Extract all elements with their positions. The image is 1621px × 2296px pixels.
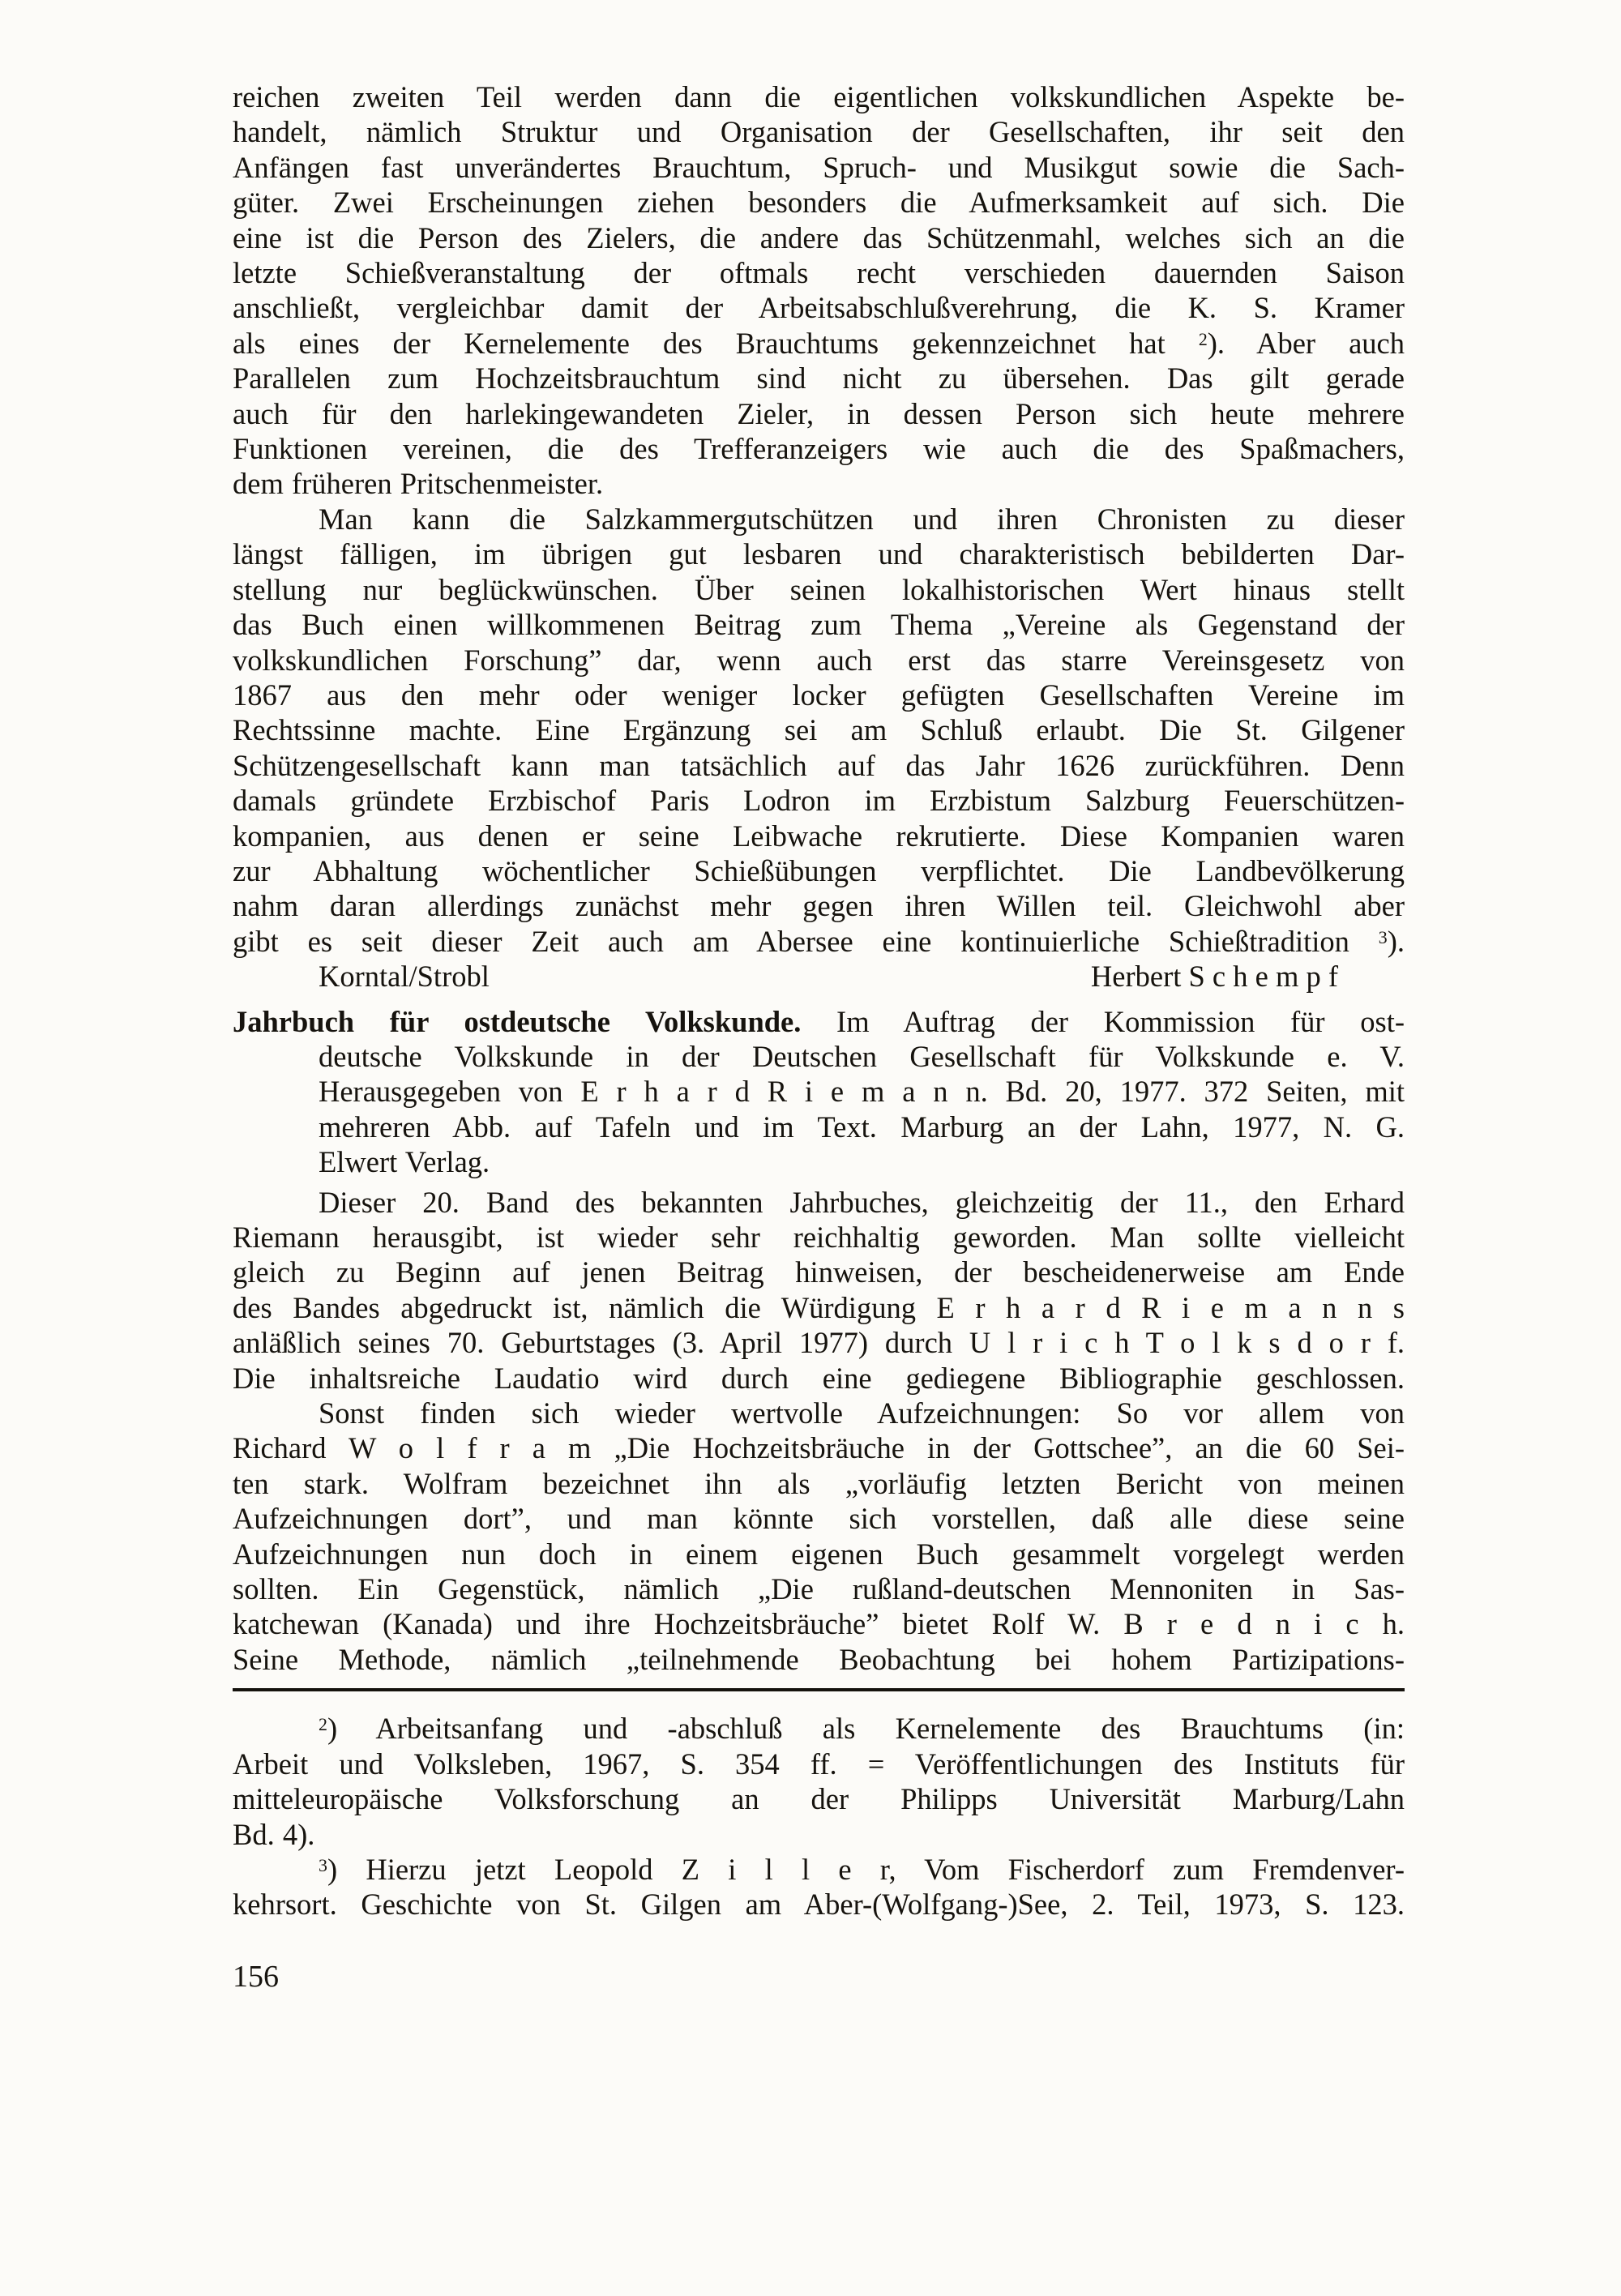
text-line [233, 1430, 1405, 1465]
text-segment: als eines der Kernelemente des Brauchtums gekennzeichnet hat [233, 326, 1199, 360]
text-segment: ten stark. Wolfram bezeichnet ihn als „vorläufig letzten Bericht von meinen [233, 1466, 1405, 1500]
text-segment: Funktionen vereinen, die des Trefferanzeigers wie auch die des Spaßmachers, [233, 432, 1405, 466]
text-segment: mehreren Abb. auf Tafeln und im Text. Marburg an der Lahn, 1977, N. G. [319, 1110, 1405, 1144]
text-line [233, 1396, 1405, 1430]
text-line [233, 1255, 1405, 1289]
review-jahrbuch-paragraph-1 [233, 1185, 1405, 1396]
footnote-3 [233, 1852, 1405, 1922]
text-line [233, 1606, 1405, 1641]
text-segment: stellung nur beglückwünschen. Über seinen lokalhistorischen Wert hinaus stellt [233, 572, 1405, 606]
text-line [233, 537, 1405, 571]
review-jahrbuch-paragraph-2 [233, 1396, 1405, 1677]
text-line [233, 1220, 1405, 1255]
text-segment: Im Auftrag der Kommission für ost- [801, 1004, 1405, 1038]
text-line [233, 326, 1405, 361]
text-segment: Aufzeichnungen dort”, und man könnte sich vorstellen, daß alle diese seine [233, 1502, 1405, 1536]
text-segment: gibt es seit dieser Zeit auch am Abersee eine kontinuierliche Schießtradition [233, 924, 1379, 958]
text-line [233, 185, 1405, 220]
text-line [233, 712, 1405, 747]
text-segment: anläßlich seines 70. Geburtstages (3. April 1977) durch U l r i c h T o l k s d o r f. [233, 1326, 1405, 1360]
text-line [233, 1110, 1405, 1144]
text-column [233, 79, 1405, 1995]
text-segment: gleich zu Beginn auf jenen Beitrag hinweisen, der bescheidenerweise am Ende [233, 1255, 1405, 1289]
text-segment: volkskundlichen Forschung” dar, wenn auch erst das starre Vereinsgesetz von [233, 643, 1405, 677]
text-segment: Anfängen fast unverändertes Brauchtum, Spruch- und Musikgut sowie die Sach- [233, 150, 1405, 184]
text-line [233, 396, 1405, 431]
text-segment: Bd. 4). [233, 1817, 315, 1851]
text-line [233, 748, 1405, 783]
text-line [233, 1361, 1405, 1396]
text-segment: ) Arbeitsanfang und -abschluß als Kernelemente des Brauchtums (in: [327, 1712, 1405, 1746]
text-segment: dem früheren Pritschenmeister. [233, 467, 604, 501]
text-line [233, 678, 1405, 712]
text-line [233, 79, 1405, 114]
text-line [233, 1781, 1405, 1816]
text-line [233, 150, 1405, 185]
text-line [233, 1004, 1405, 1039]
text-line [233, 783, 1405, 818]
footnote-marker: 2 [1198, 329, 1208, 349]
text-segment: zur Abhaltung wöchentlicher Schießübungen verpflichtet. Die Landbevölkerung [233, 853, 1405, 887]
text-segment: nahm daran allerdings zunächst mehr gegen ihren Willen teil. Gleichwohl aber [233, 889, 1405, 923]
text-segment: auch für den harlekingewandeten Zieler, in dessen Person sich heute mehrere [233, 396, 1405, 430]
text-line [233, 1466, 1405, 1501]
text-segment: Aufzeichnungen nun doch in einem eigenen Buch gesammelt vorgelegt werden [233, 1537, 1405, 1571]
text-segment: deutsche Volkskunde in der Deutschen Gesellschaft für Volkskunde e. V. [319, 1039, 1405, 1073]
text-segment: 1867 aus den mehr oder weniger locker gefügten Gesellschaften Vereine im [233, 678, 1405, 712]
text-line [233, 255, 1405, 290]
text-segment: Richard W o l f r a m „Die Hochzeitsbräuche in der Gottschee”, an die 60 Sei- [233, 1431, 1405, 1465]
text-line [233, 361, 1405, 395]
text-line [233, 819, 1405, 853]
text-segment: katchewan (Kanada) und ihre Hochzeitsbräuche” bietet Rolf W. B r e d n i c h. [233, 1607, 1405, 1641]
text-segment: eine ist die Person des Zielers, die andere das Schützenmahl, welches sich an die [233, 220, 1405, 254]
bold-review-title: Jahrbuch für ostdeutsche Volkskunde. [233, 1004, 802, 1038]
text-line [233, 1571, 1405, 1606]
text-line [233, 1325, 1405, 1360]
text-segment: Riemann herausgibt, ist wieder sehr reichhaltig geworden. Man sollte vielleicht [233, 1221, 1405, 1254]
text-segment: damals gründete Erzbischof Paris Lodron im Erzbistum Salzburg Feuerschützen- [233, 784, 1405, 818]
text-segment: mitteleuropäische Volksforschung an der Philipps Universität Marburg/Lahn [233, 1782, 1405, 1816]
text-line [233, 643, 1405, 678]
text-segment: Elwert Verlag. [319, 1145, 490, 1179]
footnote-marker: 2 [319, 1714, 327, 1735]
text-line [233, 572, 1405, 607]
text-line [233, 431, 1405, 466]
text-segment: handelt, nämlich Struktur und Organisation der Gesellschaften, ihr seit den [233, 115, 1405, 149]
signature-author: Herbert S c h e m p f [1090, 960, 1338, 994]
text-line [233, 114, 1405, 149]
text-segment: ) Hierzu jetzt Leopold Z i l l e r, Vom Fischerdorf zum Fremdenver- [327, 1852, 1405, 1886]
text-segment: Arbeit und Volksleben, 1967, S. 354 ff. = Veröffentlichungen des Instituts für [233, 1747, 1405, 1781]
page-number: 156 [233, 1959, 279, 1994]
text-segment: kompanien, aus denen er seine Leibwache rekrutierte. Diese Kompanien waren [233, 819, 1405, 853]
text-segment: des Bandes abgedruckt ist, nämlich die Würdigung E r h a r d R i e m a n n s [233, 1290, 1405, 1324]
text-segment: Parallelen zum Hochzeitsbrauchtum sind nicht zu übersehen. Das gilt gerade [233, 361, 1405, 395]
footnote-marker: 3 [319, 1855, 327, 1876]
footnote-marker: 3 [1378, 926, 1388, 947]
signature-place: Korntal/Strobl [319, 960, 490, 994]
text-line [233, 466, 1405, 501]
text-line [233, 1074, 1405, 1109]
text-segment: Die inhaltsreiche Laudatio wird durch eine gediegene Bibliographie geschlossen. [233, 1361, 1405, 1395]
text-segment: Sonst finden sich wieder wertvolle Aufzeichnungen: So vor allem von [319, 1396, 1405, 1430]
text-line [233, 1852, 1405, 1887]
text-segment: das Buch einen willkommenen Beitrag zum Thema „Vereine als Gegenstand der [233, 608, 1405, 642]
review-schuetzen-body-continued [233, 79, 1405, 502]
text-segment: Herausgegeben von E r h a r d R i e m a n n. Bd. 20, 1977. 372 Seiten, mit [319, 1075, 1405, 1109]
text-segment: kehrsort. Geschichte von St. Gilgen am Aber-(Wolfgang-)See, 2. Teil, 1973, S. 123. [233, 1888, 1405, 1922]
text-line [233, 1185, 1405, 1220]
text-line [233, 220, 1405, 255]
text-line [233, 888, 1405, 923]
text-line [233, 1290, 1405, 1325]
text-line [233, 1039, 1405, 1074]
text-segment: ). [1387, 924, 1405, 958]
review-jahrbuch-heading [233, 1004, 1405, 1180]
text-segment: letzte Schießveranstaltung der oftmals recht verschieden dauernden Saison [233, 256, 1405, 290]
text-line [233, 1817, 1405, 1852]
text-line [233, 1144, 1405, 1179]
text-line [233, 1711, 1405, 1746]
text-line [233, 1642, 1405, 1677]
text-line [233, 1537, 1405, 1571]
text-line [233, 607, 1405, 642]
text-line [233, 290, 1405, 325]
text-segment: Dieser 20. Band des bekannten Jahrbuches, gleichzeitig der 11., den Erhard [319, 1185, 1405, 1219]
footnote-2 [233, 1711, 1405, 1852]
text-segment: Schützengesellschaft kann man tatsächlich auf das Jahr 1626 zurückführen. Denn [233, 748, 1405, 782]
text-segment: sollten. Ein Gegenstück, nämlich „Die rußland-deutschen Mennoniten in Sas- [233, 1572, 1405, 1606]
text-line [233, 1747, 1405, 1781]
text-segment: ). Aber auch [1207, 326, 1405, 360]
text-line [233, 502, 1405, 537]
text-line [233, 853, 1405, 888]
signature-row [233, 959, 1405, 994]
text-segment: reichen zweiten Teil werden dann die eigentlichen volkskundlichen Aspekte be- [233, 80, 1405, 113]
review-schuetzen-closing-paragraph [233, 502, 1405, 959]
text-line [233, 1501, 1405, 1536]
text-line [233, 1887, 1405, 1922]
text-segment: längst fälligen, im übrigen gut lesbaren und charakteristisch bebilderten Dar- [233, 537, 1405, 571]
footnote-separator-rule [233, 1688, 1405, 1691]
text-line [233, 924, 1405, 959]
text-segment: Rechtssinne machte. Eine Ergänzung sei am Schluß erlaubt. Die St. Gilgener [233, 713, 1405, 747]
text-segment: Man kann die Salzkammergutschützen und ihren Chronisten zu dieser [319, 502, 1405, 536]
text-segment: Seine Methode, nämlich „teilnehmende Beobachtung bei hohem Partizipations- [233, 1642, 1405, 1676]
text-segment: anschließt, vergleichbar damit der Arbeitsabschlußverehrung, die K. S. Kramer [233, 291, 1405, 325]
footnotes-section [233, 1711, 1405, 1922]
text-segment: güter. Zwei Erscheinungen ziehen besonders die Aufmerksamkeit auf sich. Die [233, 186, 1405, 220]
